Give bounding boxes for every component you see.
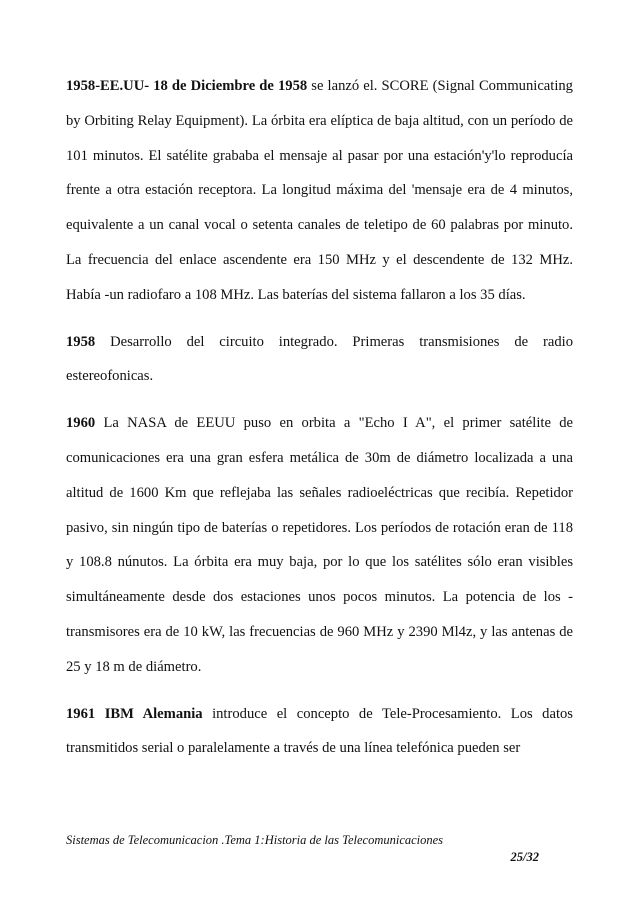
paragraph-lead: 1961 IBM Alemania	[66, 705, 203, 722]
paragraph-integrated-circuit-1958	[66, 325, 573, 395]
footer-title: Sistemas de Telecomunicacion .Tema 1:Historia de las Telecomunicaciones	[66, 833, 444, 847]
paragraph-score-1958	[66, 69, 573, 313]
paragraph-text: se lanzó el. SCORE (Signal Communicating by Orbiting Relay Equipment). La órbita era elíptica de baja altitud, con un período de 101 minutos. El satélite grababa el mensaje al pasar por una estación'y'lo reproducía frente a otra estación receptora. La longitud máxima del 'mensaje era de 4 minutos, equivalente a un canal vocal o setenta canales de teletipo de 60 palabras por minuto. La frecuencia del enlace ascendente era 150 MHz y el descendente de 132 MHz. Había -un radiofaro a 108 MHz. Las baterías del sistema fallaron a los 35 días.	[66, 78, 573, 303]
paragraph-ibm-1961	[66, 697, 573, 767]
paragraph-lead: 1958	[66, 333, 96, 350]
paragraph-text: La NASA de EEUU puso en orbita a "Echo I A", el primer satélite de comunicaciones era una gran esfera metálica de 30m de diámetro localizada a una altitud de 1600 Km que reflejaba las señales radioeléctricas que recibía. Repetidor pasivo, sin ningún tipo de baterías o repetidores. Los períodos de rotación eran de 118 y 108.8 núnutos. La órbita era muy baja, por lo que los satélites sólo eran visibles simultáneamente desde dos estaciones unos pocos minutos. La potencia de los -transmisores era de 10 kW, las frecuencias de 960 MHz y 2390 Ml4z, y las antenas de 25 y 18 m de diámetro.	[66, 415, 573, 675]
body-text	[66, 69, 573, 778]
paragraph-lead: 1958-EE.UU- 18 de Diciembre de 1958	[66, 78, 308, 94]
paragraph-lead: 1960	[66, 415, 96, 432]
paragraph-text: introduce el concepto de Tele-Procesamiento. Los datos transmitidos serial o paralelamente a través de una línea telefónica pueden ser	[66, 705, 573, 757]
paragraph-text: Desarrollo del circuito integrado. Primeras transmisiones de radio estereofonicas.	[66, 333, 573, 385]
paragraph-echo-1960	[66, 406, 573, 684]
page-footer	[66, 832, 539, 866]
page-number: 25/32	[510, 850, 539, 864]
